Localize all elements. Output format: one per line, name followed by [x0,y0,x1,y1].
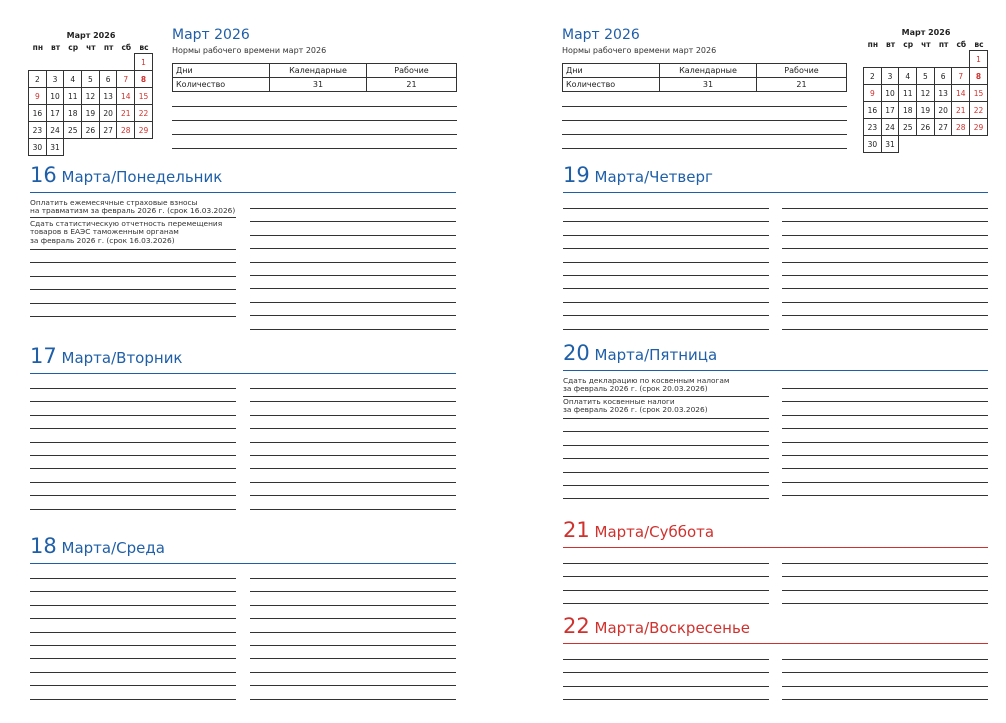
weekday-label: пт [938,40,949,49]
writing-line [250,275,456,276]
writing-line [563,235,769,236]
writing-line [563,275,769,276]
writing-line [563,396,769,397]
writing-line [782,576,988,577]
day-header-20 [563,341,717,365]
calendar-week [29,54,153,71]
note-line [562,134,847,135]
writing-line [563,699,769,700]
writing-line [250,248,456,249]
calendar-day: 27 [99,121,118,139]
calendar-empty-cell [64,54,82,71]
calendar-empty-cell [952,51,970,68]
calendar-day: 8 [134,70,153,88]
norms-row-label: Количество [173,78,270,92]
calendar-week [29,105,153,122]
writing-line [563,472,769,473]
calendar-day: 5 [916,67,935,85]
writing-line [563,498,769,499]
calendar-week [864,85,988,102]
weekday-label: вт [50,43,61,52]
writing-line [250,699,456,700]
day-header-16 [30,163,222,187]
calendar-empty-cell [899,51,917,68]
calendar-empty-cell [135,139,153,156]
calendar-day: 27 [934,118,953,136]
day-label: Марта/Воскресенье [594,619,751,637]
writing-line [563,445,769,446]
writing-line [782,603,988,604]
calendar-week [864,119,988,136]
calendar-day: 22 [969,101,988,119]
calendar-day: 21 [951,101,970,119]
month-title-right: Март 2026 [562,27,640,43]
writing-line [782,468,988,469]
weekday-label: пн [867,40,879,49]
note-line [172,106,457,107]
calendar-empty-cell [864,51,882,68]
writing-line [30,455,236,456]
day-label: Марта/Среда [61,539,165,557]
weekday-label: сб [121,43,132,52]
day-rule [563,547,988,548]
writing-line [250,415,456,416]
writing-line [30,289,236,290]
day-number: 16 [30,163,57,187]
calendar-week [29,88,153,105]
calendar-empty-cell [29,54,47,71]
writing-line [782,415,988,416]
writing-line [563,418,769,419]
day-label: Марта/Четверг [594,168,713,186]
writing-line [782,442,988,443]
calendar-empty-cell [64,139,82,156]
writing-line [250,235,456,236]
calendar-week [864,68,988,85]
day-rule [30,192,456,193]
day-header-19 [563,163,713,187]
writing-line [250,442,456,443]
calendar-day: 26 [81,121,100,139]
norms-calendar-days: 31 [660,78,757,92]
calendar-day: 18 [63,104,82,122]
weekday-label: сб [956,40,967,49]
calendar-week [29,71,153,88]
calendar-day: 12 [81,87,100,105]
writing-line [782,699,988,700]
writing-line [782,248,988,249]
writing-line [563,603,769,604]
writing-line [30,632,236,633]
calendar-empty-cell [935,136,953,153]
day-label: Марта/Вторник [61,349,183,367]
calendar-day: 7 [116,70,135,88]
writing-line [30,509,236,510]
writing-line [30,578,236,579]
writing-line [250,672,456,673]
calendar-day: 1 [969,50,988,68]
writing-line [563,329,769,330]
calendar-title: Март 2026 [66,31,116,40]
calendar-day: 26 [916,118,935,136]
writing-line [782,315,988,316]
norms-header-days: Дни [173,64,270,78]
note-line [172,120,457,121]
calendar-empty-cell [82,139,100,156]
writing-line [563,672,769,673]
writing-line [250,401,456,402]
writing-line [250,632,456,633]
writing-line [782,262,988,263]
calendar-day: 9 [863,84,882,102]
writing-line [563,686,769,687]
calendar-day: 5 [81,70,100,88]
writing-line [30,249,236,250]
calendar-day: 6 [934,67,953,85]
weekday-label: пн [32,43,44,52]
norms-subtitle: Нормы рабочего времени март 2026 [172,46,327,55]
writing-line [250,288,456,289]
calendar-day: 28 [116,121,135,139]
calendar-day: 12 [916,84,935,102]
day-header-22 [563,614,750,638]
writing-line [30,482,236,483]
calendar-day: 30 [863,135,882,153]
day-label: Марта/Понедельник [61,168,223,186]
weekday-label: вс [139,43,149,52]
calendar-day: 1 [134,53,153,71]
norms-subtitle-right: Нормы рабочего времени март 2026 [562,46,717,55]
note-line [562,106,847,107]
weekday-label: ср [68,43,79,52]
writing-line [563,563,769,564]
calendar-day: 16 [28,104,47,122]
writing-line [250,262,456,263]
calendar-day: 9 [28,87,47,105]
calendar-empty-cell [917,51,935,68]
writing-line [250,315,456,316]
norms-working-days: 21 [757,78,847,92]
calendar-day: 28 [951,118,970,136]
task-item: Оплатить ежемесячные страховые взносы на травматизм за февраль 2026 г. (срок 16.03.2026) [30,198,236,216]
day-label: Марта/Суббота [594,523,715,541]
calendar-empty-cell [917,136,935,153]
writing-line [30,428,236,429]
writing-line [30,388,236,389]
writing-line [250,329,456,330]
writing-line [563,431,769,432]
calendar-day: 24 [881,118,900,136]
calendar-day: 30 [28,138,47,156]
writing-line [250,685,456,686]
day-rule [563,192,988,193]
writing-line [30,276,236,277]
day-number: 18 [30,534,57,558]
calendar-day: 16 [863,101,882,119]
writing-line [250,468,456,469]
calendar-day: 29 [134,121,153,139]
weekday-label: чт [921,40,931,49]
calendar-day: 19 [81,104,100,122]
mini-calendar-right [864,27,988,153]
calendar-day: 29 [969,118,988,136]
writing-line [30,415,236,416]
calendar-title: Март 2026 [901,28,951,37]
writing-line [563,576,769,577]
writing-line [782,329,988,330]
norms-table-right [562,63,847,92]
writing-line [782,563,988,564]
calendar-empty-cell [117,54,135,71]
calendar-day: 19 [916,101,935,119]
writing-line [782,288,988,289]
task-item: Оплатить косвенные налоги за февраль 2026 г. (срок 20.03.2026) [563,397,708,415]
day-rule [30,563,456,564]
writing-line [250,455,456,456]
calendar-empty-cell [952,136,970,153]
writing-line [30,605,236,606]
calendar-day: 31 [46,138,65,156]
writing-line [250,388,456,389]
day-rule [563,643,988,644]
calendar-day: 14 [951,84,970,102]
calendar-day: 21 [116,104,135,122]
writing-line [30,591,236,592]
mini-calendar-left [29,30,153,156]
weekday-label: вс [974,40,984,49]
writing-line [30,685,236,686]
norms-header-working: Рабочие [757,64,847,78]
writing-line [250,578,456,579]
writing-line [250,658,456,659]
writing-line [563,262,769,263]
writing-line [563,315,769,316]
writing-line [30,401,236,402]
calendar-day: 11 [898,84,917,102]
writing-line [250,645,456,646]
norms-table [172,63,457,92]
writing-line [782,482,988,483]
weekday-label: чт [86,43,96,52]
calendar-empty-cell [117,139,135,156]
writing-line [782,686,988,687]
calendar-empty-cell [882,51,900,68]
calendar-empty-cell [100,139,118,156]
calendar-day: 4 [63,70,82,88]
note-line [172,148,457,149]
writing-line [30,303,236,304]
writing-line [782,221,988,222]
calendar-day: 14 [116,87,135,105]
writing-line [30,495,236,496]
calendar-day: 25 [898,118,917,136]
writing-line [782,590,988,591]
writing-line [250,221,456,222]
calendar-day: 17 [881,101,900,119]
calendar-day: 22 [134,104,153,122]
writing-line [30,699,236,700]
day-number: 21 [563,518,590,542]
norms-header-days: Дни [563,64,660,78]
calendar-empty-cell [47,54,65,71]
calendar-empty-cell [970,136,988,153]
note-line [562,148,847,149]
writing-line [563,288,769,289]
writing-line [30,468,236,469]
calendar-day: 25 [63,121,82,139]
writing-line [782,401,988,402]
writing-line [563,302,769,303]
writing-line [563,458,769,459]
writing-line [30,262,236,263]
writing-line [250,495,456,496]
calendar-day: 24 [46,121,65,139]
calendar-empty-cell [82,54,100,71]
calendar-day: 8 [969,67,988,85]
note-line [562,120,847,121]
writing-line [250,509,456,510]
calendar-day: 6 [99,70,118,88]
calendar-day: 31 [881,135,900,153]
calendar-day: 11 [63,87,82,105]
writing-line [30,618,236,619]
writing-line [563,659,769,660]
calendar-day: 15 [134,87,153,105]
weekday-label: вт [885,40,896,49]
calendar-day: 15 [969,84,988,102]
calendar-day: 3 [881,67,900,85]
calendar-day: 23 [863,118,882,136]
weekday-label: ср [903,40,914,49]
calendar-day: 20 [934,101,953,119]
writing-line [563,485,769,486]
calendar-day: 23 [28,121,47,139]
calendar-week [864,102,988,119]
writing-line [250,618,456,619]
day-rule [563,370,988,371]
calendar-empty-cell [899,136,917,153]
writing-line [30,672,236,673]
writing-line [782,672,988,673]
writing-line [782,455,988,456]
writing-line [782,275,988,276]
day-header-18 [30,534,165,558]
writing-line [250,591,456,592]
day-label: Марта/Пятница [594,346,718,364]
calendar-empty-cell [100,54,118,71]
writing-line [563,590,769,591]
calendar-day: 2 [863,67,882,85]
note-line [172,134,457,135]
writing-line [250,208,456,209]
calendar-day: 7 [951,67,970,85]
norms-calendar-days: 31 [270,78,367,92]
writing-line [782,428,988,429]
writing-line [563,248,769,249]
norms-working-days: 21 [367,78,457,92]
norms-header-working: Рабочие [367,64,457,78]
calendar-day: 3 [46,70,65,88]
calendar-day: 4 [898,67,917,85]
day-header-17 [30,344,183,368]
task-item: Сдать декларацию по косвенным налогам за февраль 2026 г. (срок 20.03.2026) [563,376,730,394]
writing-line [30,316,236,317]
calendar-day: 20 [99,104,118,122]
calendar-day: 17 [46,104,65,122]
task-item: Сдать статистическую отчетность перемещения товаров в ЕАЭС таможенным органам за февраль 2026 г. (срок 16.03.2026) [30,219,223,245]
writing-line [250,302,456,303]
calendar-week [29,139,153,156]
writing-line [782,235,988,236]
day-number: 19 [563,163,590,187]
calendar-day: 18 [898,101,917,119]
writing-line [782,495,988,496]
weekday-label: пт [103,43,114,52]
calendar-day: 13 [99,87,118,105]
month-title: Март 2026 [172,27,250,43]
writing-line [30,645,236,646]
writing-line [782,208,988,209]
writing-line [30,217,236,218]
writing-line [563,221,769,222]
writing-line [563,208,769,209]
day-header-21 [563,518,714,542]
calendar-week [29,122,153,139]
writing-line [250,605,456,606]
norms-row-label: Количество [563,78,660,92]
norms-header-calendar: Календарные [270,64,367,78]
calendar-day: 10 [46,87,65,105]
writing-line [782,302,988,303]
calendar-week [864,51,988,68]
day-number: 17 [30,344,57,368]
norms-header-calendar: Календарные [660,64,757,78]
day-number: 20 [563,341,590,365]
day-number: 22 [563,614,590,638]
writing-line [250,428,456,429]
calendar-day: 2 [28,70,47,88]
calendar-empty-cell [935,51,953,68]
calendar-day: 13 [934,84,953,102]
day-rule [30,373,456,374]
writing-line [782,659,988,660]
calendar-week [864,136,988,153]
writing-line [250,482,456,483]
writing-line [30,658,236,659]
writing-line [782,388,988,389]
writing-line [30,442,236,443]
calendar-day: 10 [881,84,900,102]
